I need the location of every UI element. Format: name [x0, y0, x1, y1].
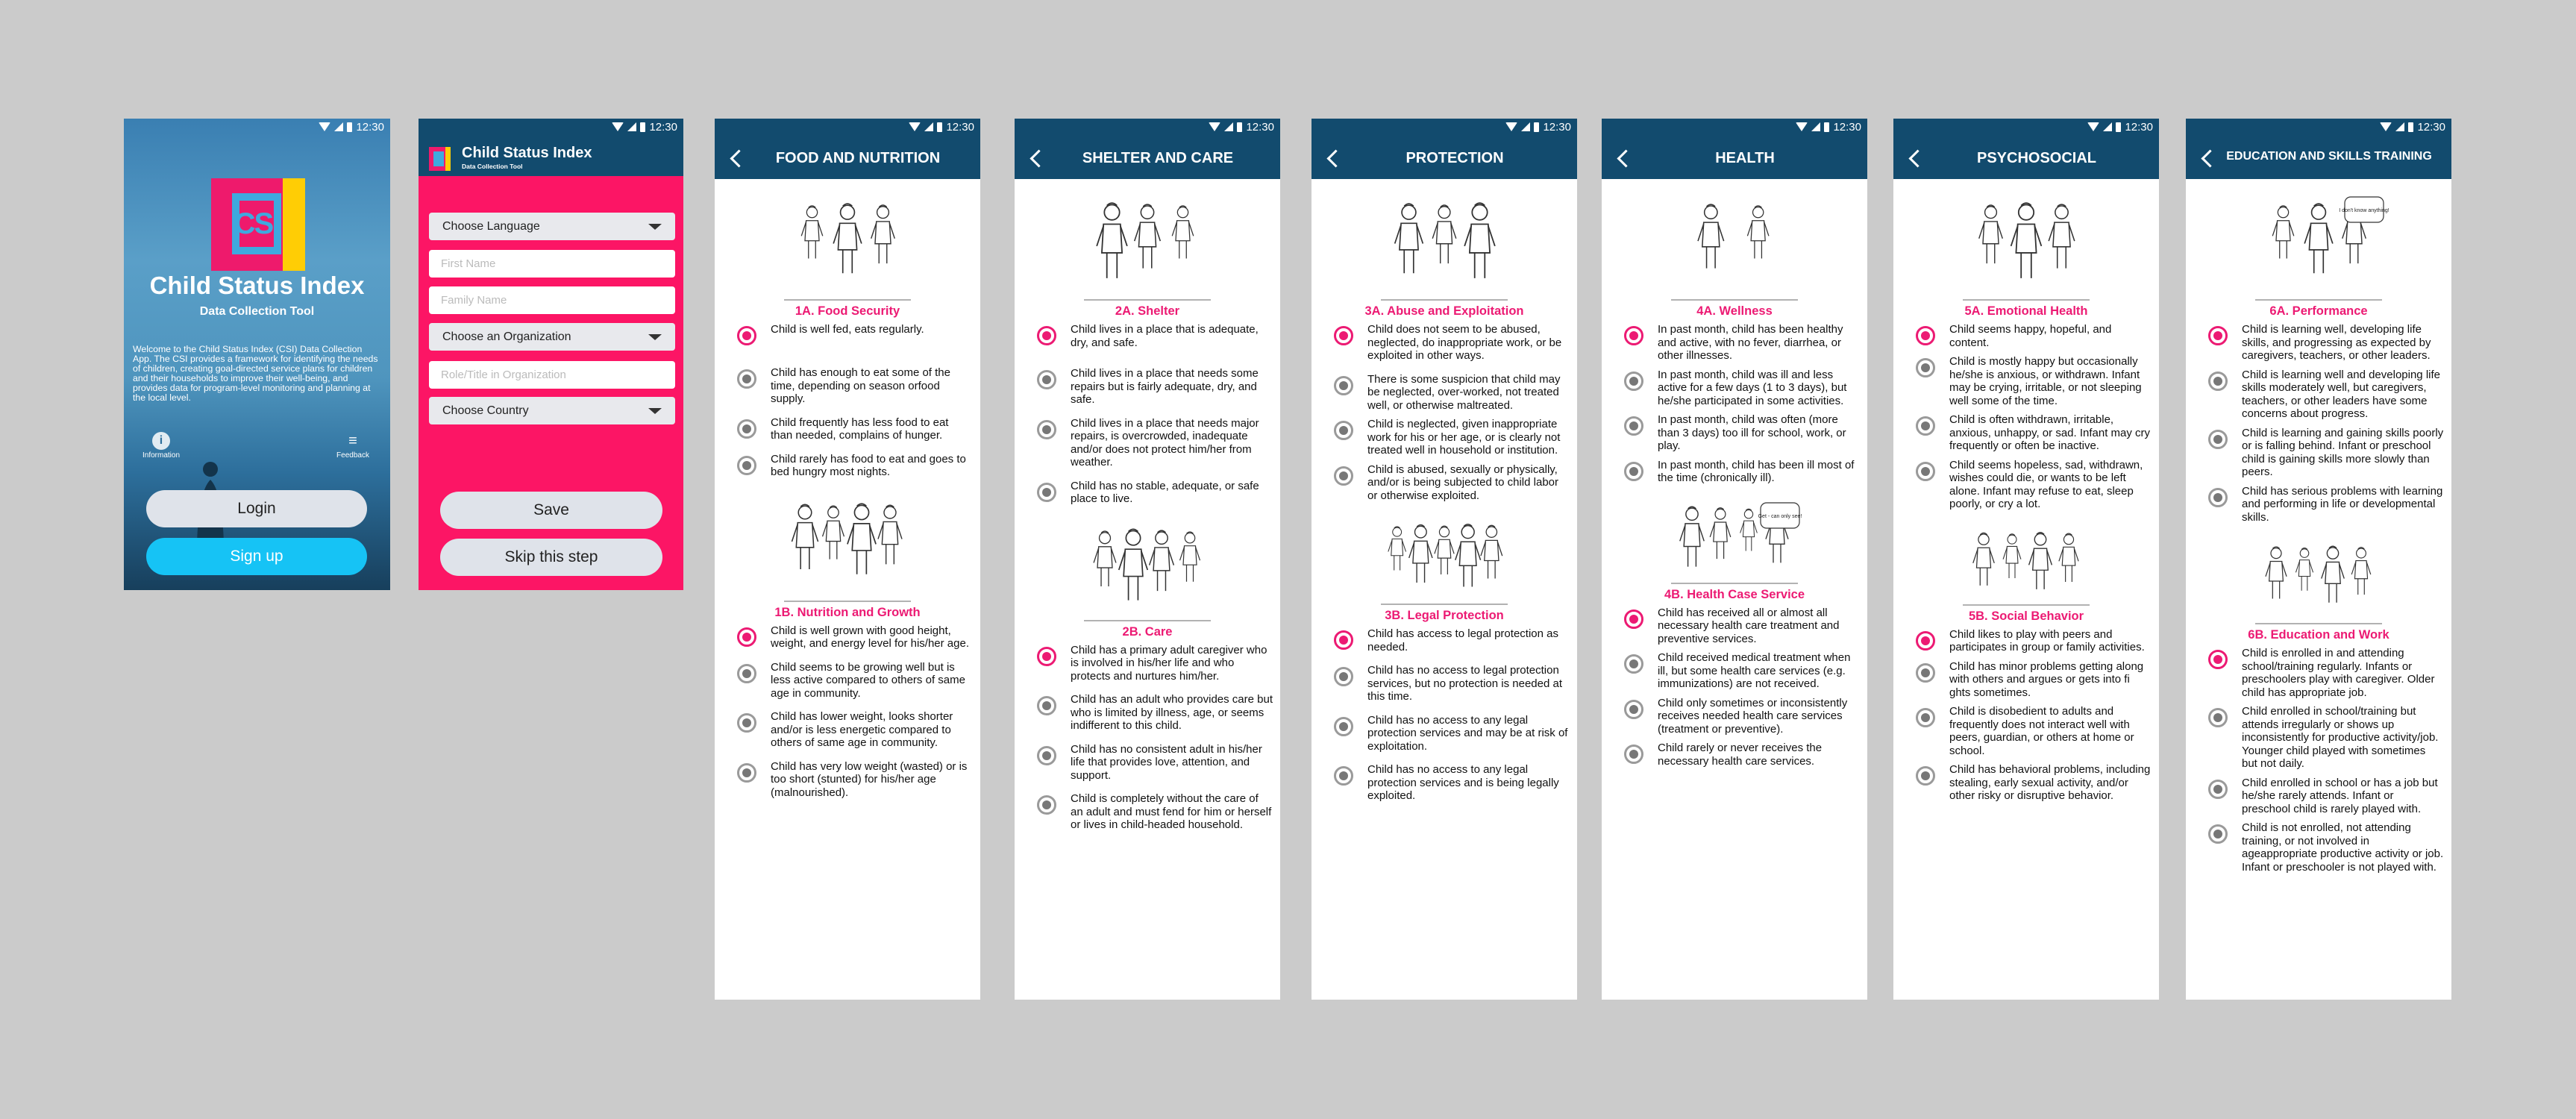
- radio-button[interactable]: [1037, 370, 1056, 389]
- status-time: 12:30: [1543, 120, 1571, 134]
- radio-button[interactable]: [1624, 609, 1643, 629]
- radio-button[interactable]: [1624, 654, 1643, 674]
- score-option[interactable]: [1602, 369, 1867, 408]
- radio-button[interactable]: [1334, 667, 1353, 686]
- radio-button[interactable]: [1334, 717, 1353, 736]
- signal-icon: [627, 122, 636, 131]
- option-text: Child likes to play with peers and participates in group or family activities.: [1949, 627, 2145, 653]
- score-option[interactable]: [715, 624, 980, 651]
- option-text: Child has lower weight, looks shorter and/or is less energetic compared to others of same age in community.: [771, 710, 953, 749]
- app-header: [1602, 119, 1867, 179]
- radio-button[interactable]: [2208, 650, 2228, 669]
- score-option[interactable]: [1602, 459, 1867, 485]
- option-text: Child is learning and gaining skills poorly or is falling behind. Infant or preschool child is gaining skills more slowly than peers.: [2242, 426, 2444, 478]
- score-option[interactable]: [1893, 660, 2159, 700]
- score-option[interactable]: [1015, 417, 1280, 469]
- radio-button[interactable]: [1916, 766, 1935, 786]
- status-time: 12:30: [2125, 120, 2153, 134]
- information-button[interactable]: [139, 432, 184, 460]
- option-text: In past month, child has been ill most of the time (chronically ill).: [1658, 458, 1855, 484]
- radio-button[interactable]: [1624, 326, 1643, 345]
- section-title: 1B. Nutrition and Growth: [774, 605, 921, 619]
- section-illustration: [2248, 192, 2389, 303]
- section-illustration: [1077, 519, 1218, 624]
- screen-body: [1602, 179, 1867, 781]
- score-option[interactable]: [1893, 628, 2159, 654]
- score-option[interactable]: [1893, 705, 2159, 757]
- score-option[interactable]: [1602, 697, 1867, 736]
- score-option[interactable]: [1015, 323, 1280, 349]
- radio-button[interactable]: [737, 456, 756, 475]
- wifi-icon: [909, 122, 921, 131]
- wifi-icon: [2380, 122, 2392, 131]
- score-option[interactable]: [1311, 463, 1577, 503]
- section-title: 4A. Wellness: [1696, 304, 1773, 318]
- app-title: Child Status Index: [149, 272, 365, 299]
- option-text: Child is often withdrawn, irritable, anxious, unhappy, or sad. Infant may cry frequently or often be inactive.: [1949, 413, 2151, 452]
- logo-text: CSI: [234, 207, 280, 240]
- radio-button[interactable]: [1037, 420, 1056, 439]
- screen-title: FOOD AND NUTRITION: [775, 150, 941, 166]
- section-illustration: [1955, 192, 2097, 303]
- score-screen-2: [1015, 119, 1280, 1000]
- status-bar: [2186, 119, 2451, 135]
- section-title: 6B. Education and Work: [2248, 628, 2389, 642]
- form-header-title: Child Status Index: [462, 145, 592, 161]
- role-field[interactable]: [429, 361, 675, 389]
- radio-button[interactable]: [1916, 708, 1935, 727]
- score-option[interactable]: [1015, 644, 1280, 683]
- wifi-icon: [612, 122, 624, 131]
- form-header: [419, 135, 683, 176]
- section-illustration: [777, 492, 918, 604]
- signal-icon: [334, 122, 343, 131]
- radio-button[interactable]: [737, 713, 756, 733]
- score-screen-3: [1311, 119, 1577, 1000]
- app-header: [1893, 119, 2159, 179]
- option-text: Child has no access to any legal protection services and is being legally exploited.: [1367, 763, 1559, 802]
- organization-select[interactable]: Choose an Organization: [429, 323, 675, 351]
- score-option[interactable]: [2186, 485, 2451, 524]
- screen-title: SHELTER AND CARE: [1082, 150, 1234, 166]
- radio-button[interactable]: [1916, 416, 1935, 436]
- status-bar: [1311, 119, 1577, 135]
- radio-button[interactable]: [737, 369, 756, 389]
- battery-icon: [640, 122, 645, 132]
- option-text: Child has access to legal protection as needed.: [1367, 627, 1558, 653]
- radio-button[interactable]: [1624, 700, 1643, 719]
- score-option[interactable]: [1311, 714, 1577, 753]
- score-option[interactable]: [2186, 821, 2451, 874]
- radio-button[interactable]: [1037, 326, 1056, 345]
- score-option[interactable]: [1015, 792, 1280, 832]
- status-time: 12:30: [2417, 120, 2445, 134]
- radio-button[interactable]: [1624, 462, 1643, 481]
- login-button[interactable]: Login: [146, 490, 367, 527]
- speech-bubble: [2339, 197, 2389, 222]
- score-option[interactable]: [2186, 427, 2451, 479]
- radio-button[interactable]: [2208, 372, 2228, 391]
- wifi-icon: [1505, 122, 1517, 131]
- section-illustration: [1077, 192, 1218, 303]
- option-text: Child is learning well and developing life skills moderately well, but caregivers, teachers, or other leaders have some concerns about progress.: [2242, 368, 2440, 420]
- section-title: 6A. Performance: [2269, 304, 2368, 318]
- section-illustration: [2248, 537, 2389, 627]
- section-illustration: [1373, 515, 1515, 607]
- radio-button[interactable]: [1037, 746, 1056, 765]
- radio-button[interactable]: [2208, 430, 2228, 449]
- score-option[interactable]: [1893, 763, 2159, 803]
- radio-button[interactable]: [1916, 631, 1935, 651]
- signal-icon: [2103, 122, 2112, 131]
- score-screen-4: [1602, 119, 1867, 1000]
- section-title: 5B. Social Behavior: [1968, 609, 2084, 623]
- score-option[interactable]: [1015, 743, 1280, 783]
- score-option[interactable]: [1311, 627, 1577, 653]
- screen-body: [2186, 179, 2451, 887]
- score-option[interactable]: [1015, 367, 1280, 407]
- status-time: 12:30: [1246, 120, 1274, 134]
- radio-button[interactable]: [737, 326, 756, 345]
- radio-button[interactable]: [2208, 488, 2228, 507]
- option-text: Child is neglected, given inappropriate work for his or her age, or is clearly not treated well in household or institution.: [1367, 418, 1561, 457]
- score-option[interactable]: [2186, 323, 2451, 363]
- status-time: 12:30: [1833, 120, 1861, 134]
- option-text: Child rarely has food to eat and goes to bed hungry most nights.: [771, 452, 966, 478]
- score-option[interactable]: [715, 760, 980, 800]
- screen-title: PROTECTION: [1405, 150, 1504, 166]
- score-option[interactable]: [2186, 705, 2451, 771]
- radio-button[interactable]: [1916, 462, 1935, 481]
- signal-icon: [924, 122, 933, 131]
- section-title: 1A. Food Security: [795, 304, 900, 318]
- option-text: Child does not seem to be abused, neglected, do inappropriate work, or be exploited in other ways.: [1367, 323, 1562, 362]
- score-option[interactable]: [1015, 480, 1280, 506]
- option-text: Child lives in a place that is adequate, dry, and safe.: [1071, 323, 1259, 349]
- option-text: Child has serious problems with learning and performing in life or developmental skills.: [2242, 484, 2443, 524]
- csi-logo: [211, 178, 305, 271]
- country-select[interactable]: Choose Country: [429, 397, 675, 424]
- status-bar: [1602, 119, 1867, 135]
- option-text: Child has no access to legal protection services, but no protection is needed at this time.: [1367, 664, 1562, 703]
- radio-button[interactable]: [1037, 483, 1056, 502]
- screen-title: EDUCATION AND SKILLS TRAINING: [2226, 150, 2432, 163]
- app-description: Welcome to the Child Status Index (CSI) Data Collection App. The CSI provides a framework for identifying the needs of children, creating goal-directed service plans for children and their households to improve their well-being, and provides data for program-level monitoring and planning at the local level.: [133, 344, 378, 403]
- score-option[interactable]: [715, 661, 980, 700]
- option-text: Child has no access to any legal protection services and may be at risk of exploitation.: [1367, 713, 1568, 753]
- option-text: Child received medical treatment when ill, but some health care services (e.g. immunizations) are not received.: [1658, 651, 1851, 690]
- first-name-input[interactable]: [441, 257, 675, 270]
- score-option[interactable]: [715, 453, 980, 479]
- option-text: Child frequently has less food to eat than needed, complains of hunger.: [771, 416, 949, 442]
- status-time: 12:30: [649, 120, 677, 134]
- status-bar: [124, 119, 390, 135]
- speech-bubble-text: Get - can only see!: [1758, 513, 1802, 519]
- first-name-field[interactable]: [429, 250, 675, 278]
- language-select[interactable]: Choose Language: [429, 213, 675, 240]
- score-option[interactable]: [1015, 693, 1280, 733]
- battery-icon: [937, 122, 942, 132]
- signup-button[interactable]: Sign up: [146, 538, 367, 575]
- option-text: Child has no stable, adequate, or safe place to live.: [1071, 479, 1259, 505]
- family-name-field[interactable]: [429, 286, 675, 314]
- score-option[interactable]: [715, 366, 980, 406]
- radio-button[interactable]: [1624, 745, 1643, 764]
- radio-button[interactable]: [1624, 416, 1643, 436]
- signal-icon: [1224, 122, 1233, 131]
- radio-button[interactable]: [1624, 372, 1643, 391]
- battery-icon: [2408, 122, 2413, 132]
- option-text: Child enrolled in school/training but attends irregularly or shows up inconsistently for productive activity/job. Younger child played with sometimes but not daily.: [2242, 705, 2439, 770]
- score-option[interactable]: [1602, 606, 1867, 646]
- app-header: [1311, 119, 1577, 179]
- option-text: Child is well fed, eats regularly.: [771, 323, 924, 336]
- option-text: Child is mostly happy but occasionally he/she is anxious, or withdrawn. Infant may be crying, irritable, or not sleeping well some of the time.: [1949, 355, 2142, 407]
- app-header: [2186, 119, 2451, 179]
- option-text: Child has minor problems getting along with others and argues or gets into fi ghts sometimes.: [1949, 659, 2144, 699]
- score-screen-6: [2186, 119, 2451, 1000]
- radio-button[interactable]: [737, 419, 756, 439]
- feedback-button[interactable]: [330, 432, 375, 460]
- battery-icon: [1534, 122, 1539, 132]
- score-option[interactable]: [1893, 323, 2159, 349]
- option-text: Child is learning well, developing life skills, and progressing as expected by caregivers, teachers, or other leaders.: [2242, 323, 2431, 362]
- score-option[interactable]: [2186, 777, 2451, 816]
- battery-icon: [347, 122, 352, 132]
- option-text: Child lives in a place that needs major repairs, is overcrowded, inadequate and/or does not protect him/her from weather.: [1071, 416, 1259, 468]
- section-illustration: [1373, 192, 1515, 303]
- option-text: Child seems to be growing well but is less active compared to others of same age in community.: [771, 660, 965, 700]
- radio-button[interactable]: [1334, 376, 1353, 395]
- radio-button[interactable]: [2208, 824, 2228, 844]
- feedback-label: Feedback: [336, 451, 369, 460]
- option-text: In past month, child has been healthy and active, with no fever, diarrhea, or other illnesses.: [1658, 323, 1843, 362]
- score-option[interactable]: [2186, 647, 2451, 699]
- option-text: Child has enough to eat some of the time, depending on season orfood supply.: [771, 366, 950, 405]
- csi-logo: [429, 147, 450, 171]
- radio-button[interactable]: [1916, 663, 1935, 683]
- section-title: 5A. Emotional Health: [1964, 304, 2088, 318]
- score-option[interactable]: [1893, 355, 2159, 407]
- save-button[interactable]: Save: [440, 492, 662, 529]
- status-bar: [1893, 119, 2159, 135]
- section-illustration: [1664, 192, 1805, 303]
- status-bar: [715, 119, 980, 135]
- app-header: [715, 119, 980, 179]
- score-option[interactable]: [1893, 413, 2159, 453]
- speech-bubble: [1758, 503, 1802, 528]
- welcome-screen: [124, 119, 390, 590]
- section-title: 4B. Health Case Service: [1664, 587, 1805, 601]
- app-subtitle: Data Collection Tool: [199, 305, 315, 318]
- battery-icon: [2116, 122, 2121, 132]
- screen-title: PSYCHOSOCIAL: [1976, 150, 2097, 166]
- option-text: There is some suspicion that child may be neglected, over-worked, not treated well, or otherwise maltreated.: [1367, 372, 1561, 412]
- radio-button[interactable]: [1037, 647, 1056, 666]
- option-text: Child rarely or never receives the necessary health care services.: [1658, 742, 1823, 768]
- option-text: Child seems hopeless, sad, withdrawn, wishes could die, or wants to be left alone. Infant may refuse to eat, sleep poorly, or cry a lot.: [1949, 458, 2143, 510]
- score-option[interactable]: [1602, 323, 1867, 363]
- radio-button[interactable]: [737, 664, 756, 683]
- score-option[interactable]: [715, 710, 980, 750]
- option-text: Child is enrolled in and attending school/training regularly. Infants or preschoolers play with caregiver. Older child has appropriate job.: [2242, 647, 2435, 699]
- score-screen-1: [715, 119, 980, 1000]
- signup-screen: [419, 119, 683, 590]
- app-header: [1015, 119, 1280, 179]
- radio-button[interactable]: [1916, 358, 1935, 377]
- screen-body: [1893, 179, 2159, 816]
- option-text: Child lives in a place that needs some repairs but is fairly adequate, dry, and safe.: [1071, 367, 1259, 406]
- menu-icon: ≡: [348, 433, 357, 449]
- score-option[interactable]: [1893, 459, 2159, 511]
- section-illustration: [777, 192, 918, 303]
- radio-button[interactable]: [1334, 326, 1353, 345]
- status-time: 12:30: [946, 120, 974, 134]
- score-option[interactable]: [715, 416, 980, 442]
- signal-icon: [1811, 122, 1820, 131]
- info-icon: i: [152, 432, 170, 450]
- score-option[interactable]: [715, 323, 980, 348]
- wifi-icon: [1796, 122, 1808, 131]
- role-input[interactable]: [441, 369, 675, 381]
- option-text: In past month, child was often (more than 3 days) too ill for school, work, or play.: [1658, 413, 1846, 452]
- score-option[interactable]: [1311, 763, 1577, 803]
- section-title: 3B. Legal Protection: [1385, 609, 1504, 622]
- radio-button[interactable]: [1037, 696, 1056, 715]
- screen-body: [1015, 179, 1280, 845]
- option-text: Child has received all or almost all necessary health care treatment and preventive services.: [1658, 606, 1840, 645]
- status-bar: [419, 119, 683, 135]
- status-time: 12:30: [356, 120, 384, 134]
- option-text: Child has an adult who provides care but who is limited by illness, age, or seems indifferent to this child.: [1071, 693, 1273, 732]
- option-text: Child has behavioral problems, including stealing, early sexual activity, and/or other risky or disruptive behavior.: [1949, 763, 2151, 802]
- score-option[interactable]: [1602, 742, 1867, 768]
- radio-button[interactable]: [737, 627, 756, 647]
- score-option[interactable]: [1602, 413, 1867, 453]
- signal-icon: [1521, 122, 1530, 131]
- status-bar: [1015, 119, 1280, 135]
- option-text: Child is not enrolled, not attending training, or not involved in ageappropriate productive activity or job. Infant or preschooler is not played with.: [2242, 821, 2444, 874]
- section-title: 2A. Shelter: [1115, 304, 1180, 318]
- option-text: Child has no consistent adult in his/her life that provides love, attention, and support.: [1071, 742, 1262, 782]
- radio-button[interactable]: [1334, 630, 1353, 650]
- screen-body: [1311, 179, 1577, 816]
- radio-button[interactable]: [2208, 780, 2228, 799]
- option-text: Child has very low weight (wasted) or is too short (stunted) for his/her age (malnourished).: [771, 759, 968, 799]
- screen-body: [715, 179, 980, 812]
- score-option[interactable]: [1311, 323, 1577, 363]
- speech-bubble-text: I don't know anything!: [2339, 208, 2389, 213]
- score-option[interactable]: [1311, 373, 1577, 413]
- radio-button[interactable]: [737, 763, 756, 783]
- battery-icon: [1824, 122, 1829, 132]
- skip-button[interactable]: Skip this step: [440, 539, 662, 576]
- section-title: 3A. Abuse and Exploitation: [1364, 304, 1524, 318]
- score-option[interactable]: [1602, 651, 1867, 691]
- battery-icon: [1237, 122, 1242, 132]
- option-text: Child is well grown with good height, weight, and energy level for his/her age.: [771, 624, 969, 650]
- section-illustration: [1955, 524, 2097, 608]
- radio-button[interactable]: [1037, 795, 1056, 815]
- score-option[interactable]: [1311, 418, 1577, 457]
- option-text: Child is disobedient to adults and frequently does not interact well with peers, guardian, or others at home or school.: [1949, 705, 2134, 757]
- wifi-icon: [2087, 122, 2099, 131]
- radio-button[interactable]: [1334, 421, 1353, 440]
- form-header-subtitle: Data Collection Tool: [462, 163, 523, 170]
- information-label: Information: [142, 451, 181, 460]
- section-title: 2B. Care: [1122, 624, 1173, 639]
- radio-button[interactable]: [1334, 466, 1353, 486]
- option-text: Child is completely without the care of an adult and must fend for him or herself or lives in child-headed household.: [1071, 792, 1272, 831]
- radio-button[interactable]: [1916, 326, 1935, 345]
- option-text: In past month, child was ill and less active for a few days (1 to 3 days), but he/she participated in some activities.: [1658, 368, 1847, 407]
- screen-title: HEALTH: [1715, 150, 1775, 166]
- signal-icon: [2395, 122, 2404, 131]
- option-text: Child has a primary adult caregiver who is involved in his/her life and who protects and nurtures him/her.: [1071, 643, 1267, 683]
- score-option[interactable]: [1311, 664, 1577, 703]
- radio-button[interactable]: [1334, 766, 1353, 786]
- wifi-icon: [319, 122, 330, 131]
- score-option[interactable]: [2186, 369, 2451, 421]
- option-text: Child only sometimes or inconsistently receives needed health care services (treatment or preventive).: [1658, 696, 1848, 736]
- option-text: Child enrolled in school or has a job but he/she rarely attends. Infant or preschool child is rarely played with.: [2242, 776, 2438, 815]
- section-illustration: [1664, 498, 1805, 586]
- radio-button[interactable]: [2208, 326, 2228, 345]
- wifi-icon: [1209, 122, 1220, 131]
- radio-button[interactable]: [2208, 708, 2228, 727]
- option-text: Child seems happy, hopeful, and content.: [1949, 323, 2112, 349]
- option-text: Child is abused, sexually or physically, and/or is being subjected to child labor or otherwise exploited.: [1367, 463, 1558, 502]
- score-screen-5: [1893, 119, 2159, 1000]
- family-name-input[interactable]: [441, 294, 675, 307]
